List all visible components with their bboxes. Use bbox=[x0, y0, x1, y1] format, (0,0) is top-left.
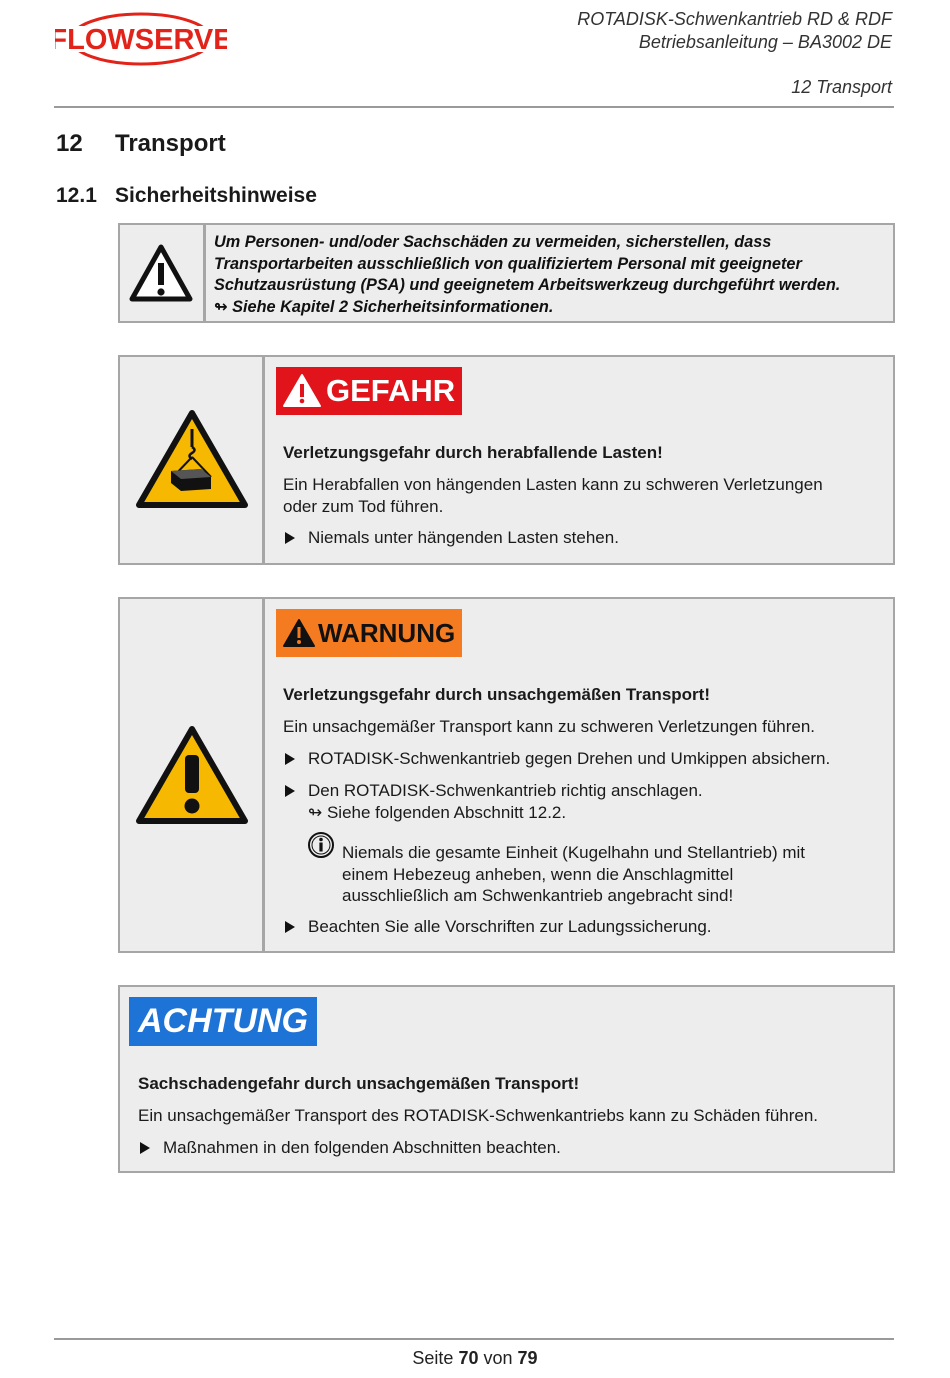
safety-note-line1: Um Personen- und/oder Sachschäden zu vermeiden, sicherstellen, dass bbox=[214, 233, 772, 251]
warning-bullet-2-reference bbox=[308, 802, 566, 824]
warning-bullet-1: ROTADISK-Schwenkantrieb gegen Drehen und Umkippen absichern. bbox=[308, 749, 831, 768]
warning-triangle-icon bbox=[128, 243, 194, 305]
warning-info-note bbox=[342, 842, 882, 907]
chapter-title: Transport bbox=[115, 130, 226, 157]
total-pages: 79 bbox=[517, 1348, 538, 1368]
section-heading bbox=[56, 184, 317, 208]
safety-note-box bbox=[118, 223, 895, 323]
caution-description: Ein unsachgemäßer Transport des ROTADISK-Schwenkantriebs kann zu Schäden führen. bbox=[138, 1106, 819, 1125]
danger-description bbox=[283, 474, 889, 517]
warning-description: Ein unsachgemäßer Transport kann zu schweren Verletzungen führen. bbox=[283, 717, 816, 736]
warning-box bbox=[118, 597, 895, 953]
danger-badge-label: GEFAHR bbox=[326, 373, 456, 408]
safety-note-divider bbox=[203, 225, 206, 321]
caution-badge: ACHTUNG bbox=[129, 997, 317, 1046]
warning-info-line1: Niemals die gesamte Einheit (Kugelhahn und Stellantrieb) mit bbox=[342, 843, 806, 862]
danger-bullet: Niemals unter hängenden Lasten stehen. bbox=[308, 528, 619, 547]
header-chapter: 12 Transport bbox=[791, 77, 892, 97]
caution-bullet: Maßnahmen in den folgenden Abschnitten beachten. bbox=[163, 1138, 561, 1157]
current-page: 70 bbox=[458, 1348, 479, 1368]
document-title bbox=[577, 8, 892, 54]
svg-text:FLOWSERVE: FLOWSERVE bbox=[55, 24, 227, 56]
page-of-label: von bbox=[483, 1348, 513, 1368]
danger-box bbox=[118, 355, 895, 565]
warning-info-line2: einem Hebezeug anheben, wenn die Anschlagmittel bbox=[342, 864, 734, 884]
warning-title: Verletzungsgefahr durch unsachgemäßen Transport! bbox=[283, 685, 710, 704]
danger-description-line1: Ein Herabfallen von hängenden Lasten kann zu schweren Verletzungen bbox=[283, 475, 823, 494]
caution-box bbox=[118, 985, 895, 1173]
safety-note-line2: Transportarbeiten ausschließlich von qualifiziertem Personal mit geeigneter bbox=[214, 254, 802, 273]
danger-description-line2: oder zum Tod führen. bbox=[283, 496, 444, 516]
danger-box-divider bbox=[262, 357, 265, 563]
page-number bbox=[0, 1348, 950, 1369]
footer-divider bbox=[54, 1338, 894, 1340]
warning-badge bbox=[276, 609, 462, 657]
cross-reference-icon: ↬ bbox=[214, 297, 233, 316]
warning-badge-label: WARNUNG bbox=[318, 617, 456, 648]
suspended-load-icon bbox=[135, 407, 249, 511]
section-title: Sicherheitshinweise bbox=[115, 184, 317, 207]
warning-info-line3: ausschließlich am Schwenkantrieb angebracht sind! bbox=[342, 886, 734, 905]
flowserve-logo bbox=[55, 8, 227, 70]
bullet-arrow-icon bbox=[285, 785, 295, 797]
safety-note-line4: Siehe Kapitel 2 Sicherheitsinformationen. bbox=[232, 297, 554, 316]
exclamation-triangle-icon bbox=[135, 723, 249, 827]
chapter-heading bbox=[56, 130, 226, 158]
chapter-number: 12 bbox=[56, 130, 83, 157]
warning-bullet-2-ref: Siehe folgenden Abschnitt 12.2. bbox=[326, 803, 567, 822]
caution-title: Sachschadengefahr durch unsachgemäßen Transport! bbox=[138, 1074, 580, 1093]
danger-title: Verletzungsgefahr durch herabfallende Lasten! bbox=[283, 443, 663, 462]
section-number: 12.1 bbox=[56, 184, 97, 207]
document-title-line2: Betriebsanleitung – BA3002 DE bbox=[638, 32, 892, 52]
warning-badge-icon bbox=[282, 618, 316, 648]
page-label: Seite bbox=[412, 1348, 454, 1368]
warning-bullet-2: Den ROTADISK-Schwenkantrieb richtig anschlagen. bbox=[308, 781, 703, 800]
cross-reference-icon: ↬ bbox=[308, 803, 327, 822]
danger-badge-icon bbox=[282, 373, 322, 409]
header-divider bbox=[54, 106, 894, 108]
bullet-arrow-icon bbox=[285, 921, 295, 933]
bullet-arrow-icon bbox=[285, 532, 295, 544]
safety-note-line3: Schutzausrüstung (PSA) und geeignetem Arbeitswerkzeug durchgeführt werden. bbox=[214, 276, 841, 294]
bullet-arrow-icon bbox=[140, 1142, 150, 1154]
safety-note-reference bbox=[214, 297, 885, 319]
safety-note-text bbox=[214, 232, 885, 318]
danger-badge bbox=[276, 367, 462, 415]
document-title-line1: ROTADISK-Schwenkantrieb RD & RDF bbox=[577, 9, 892, 29]
warning-box-divider bbox=[262, 599, 265, 951]
bullet-arrow-icon bbox=[285, 753, 295, 765]
warning-bullet-3: Beachten Sie alle Vorschriften zur Ladungssicherung. bbox=[308, 917, 712, 936]
info-icon bbox=[307, 831, 335, 859]
